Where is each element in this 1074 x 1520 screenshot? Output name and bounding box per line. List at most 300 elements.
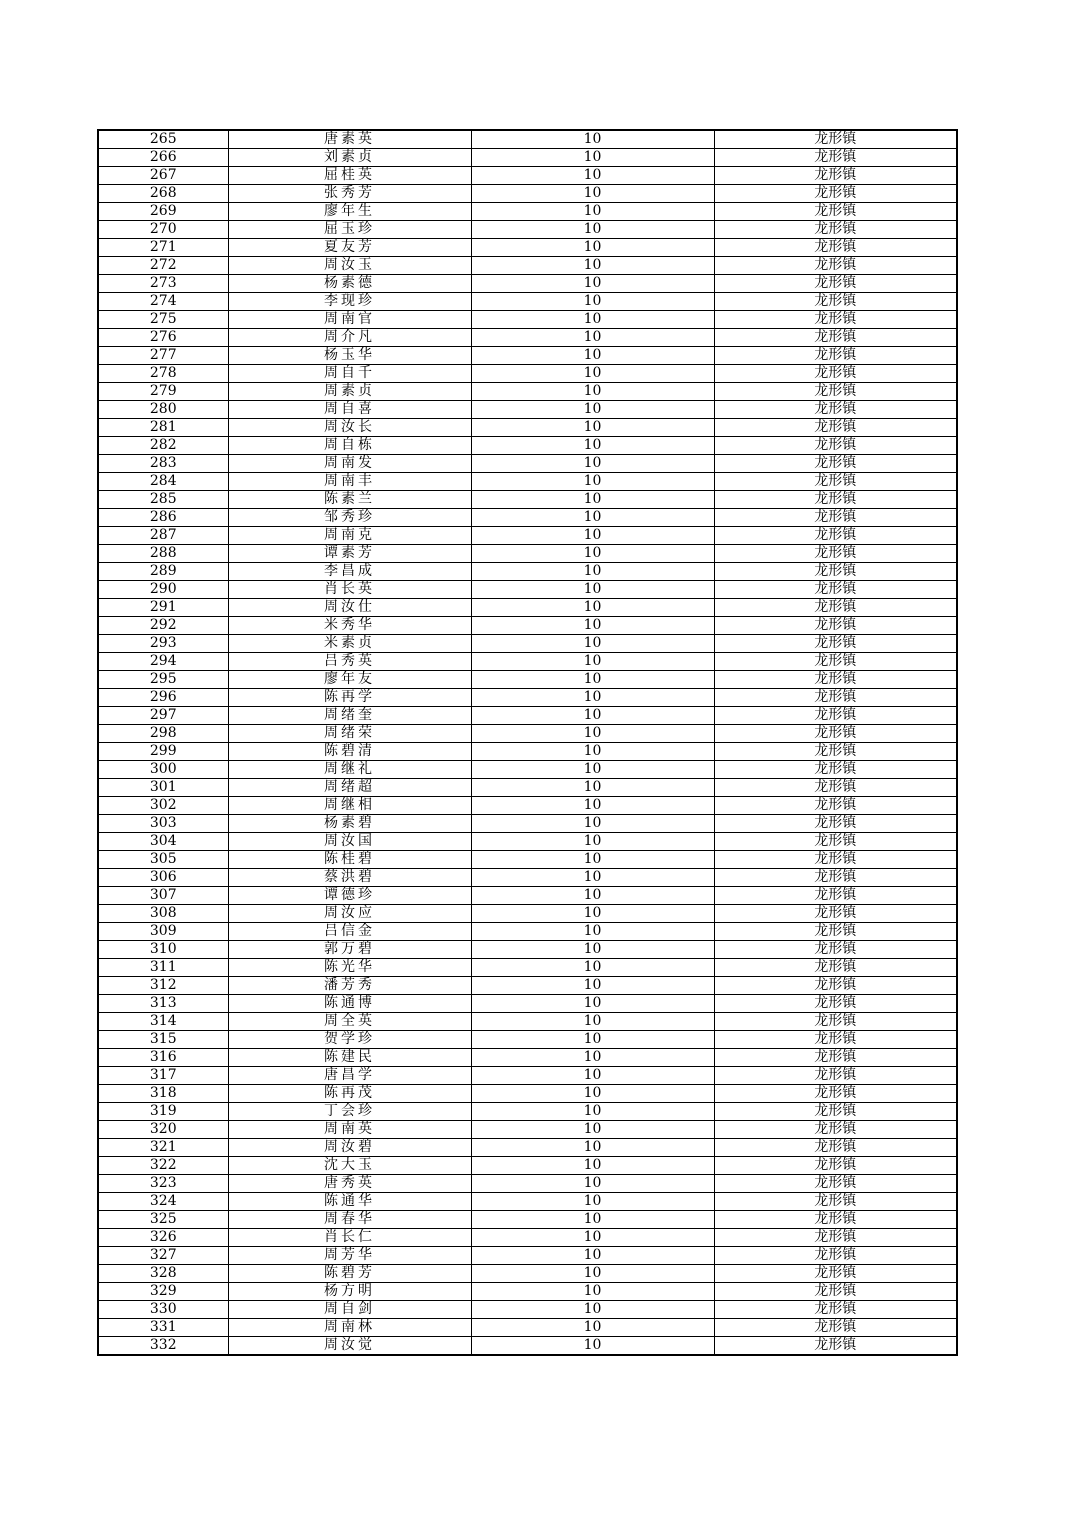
table-row bbox=[98, 1211, 957, 1229]
town-cell: 龙形镇 bbox=[714, 941, 957, 959]
town-cell: 龙形镇 bbox=[714, 401, 957, 419]
row-number-cell: 304 bbox=[98, 833, 228, 851]
table-row bbox=[98, 473, 957, 491]
row-number-cell: 306 bbox=[98, 869, 228, 887]
town-cell: 龙形镇 bbox=[714, 1139, 957, 1157]
table-row bbox=[98, 221, 957, 239]
table-row bbox=[98, 977, 957, 995]
table-row bbox=[98, 887, 957, 905]
name-cell: 吕秀英 bbox=[228, 653, 471, 671]
town-cell: 龙形镇 bbox=[714, 1013, 957, 1031]
town-cell: 龙形镇 bbox=[714, 1337, 957, 1356]
name-cell: 廖年生 bbox=[228, 203, 471, 221]
row-number-cell: 332 bbox=[98, 1337, 228, 1356]
name-cell: 陈通华 bbox=[228, 1193, 471, 1211]
name-cell: 周汝长 bbox=[228, 419, 471, 437]
table-row bbox=[98, 149, 957, 167]
town-cell: 龙形镇 bbox=[714, 257, 957, 275]
town-cell: 龙形镇 bbox=[714, 1211, 957, 1229]
row-number-cell: 274 bbox=[98, 293, 228, 311]
name-cell: 谭德珍 bbox=[228, 887, 471, 905]
table-row bbox=[98, 365, 957, 383]
amount-cell: 10 bbox=[471, 365, 714, 383]
table-row bbox=[98, 959, 957, 977]
row-number-cell: 278 bbox=[98, 365, 228, 383]
row-number-cell: 318 bbox=[98, 1085, 228, 1103]
row-number-cell: 297 bbox=[98, 707, 228, 725]
amount-cell: 10 bbox=[471, 437, 714, 455]
town-cell: 龙形镇 bbox=[714, 563, 957, 581]
table-row bbox=[98, 419, 957, 437]
name-cell: 张秀芳 bbox=[228, 185, 471, 203]
row-number-cell: 269 bbox=[98, 203, 228, 221]
table-row bbox=[98, 527, 957, 545]
town-cell: 龙形镇 bbox=[714, 581, 957, 599]
table-row bbox=[98, 347, 957, 365]
table-row bbox=[98, 1067, 957, 1085]
name-cell: 郭万碧 bbox=[228, 941, 471, 959]
row-number-cell: 325 bbox=[98, 1211, 228, 1229]
table-row bbox=[98, 1265, 957, 1283]
row-number-cell: 311 bbox=[98, 959, 228, 977]
row-number-cell: 283 bbox=[98, 455, 228, 473]
town-cell: 龙形镇 bbox=[714, 203, 957, 221]
name-cell: 杨玉华 bbox=[228, 347, 471, 365]
table-row bbox=[98, 599, 957, 617]
amount-cell: 10 bbox=[471, 473, 714, 491]
name-cell: 李昌成 bbox=[228, 563, 471, 581]
row-number-cell: 302 bbox=[98, 797, 228, 815]
name-cell: 周绪奎 bbox=[228, 707, 471, 725]
row-number-cell: 315 bbox=[98, 1031, 228, 1049]
amount-cell: 10 bbox=[471, 977, 714, 995]
table-row bbox=[98, 1229, 957, 1247]
amount-cell: 10 bbox=[471, 1283, 714, 1301]
town-cell: 龙形镇 bbox=[714, 293, 957, 311]
row-number-cell: 288 bbox=[98, 545, 228, 563]
table-row bbox=[98, 995, 957, 1013]
table-row bbox=[98, 743, 957, 761]
name-cell: 杨素德 bbox=[228, 275, 471, 293]
row-number-cell: 267 bbox=[98, 167, 228, 185]
name-cell: 周南官 bbox=[228, 311, 471, 329]
name-cell: 周汝觉 bbox=[228, 1337, 471, 1356]
row-number-cell: 331 bbox=[98, 1319, 228, 1337]
table-row bbox=[98, 455, 957, 473]
amount-cell: 10 bbox=[471, 419, 714, 437]
table-row bbox=[98, 545, 957, 563]
amount-cell: 10 bbox=[471, 347, 714, 365]
name-cell: 周绪超 bbox=[228, 779, 471, 797]
amount-cell: 10 bbox=[471, 1067, 714, 1085]
row-number-cell: 279 bbox=[98, 383, 228, 401]
town-cell: 龙形镇 bbox=[714, 221, 957, 239]
name-cell: 陈碧芳 bbox=[228, 1265, 471, 1283]
name-cell: 陈桂碧 bbox=[228, 851, 471, 869]
name-cell: 周汝国 bbox=[228, 833, 471, 851]
amount-cell: 10 bbox=[471, 257, 714, 275]
name-cell: 周南林 bbox=[228, 1319, 471, 1337]
table-row bbox=[98, 311, 957, 329]
table-row bbox=[98, 941, 957, 959]
amount-cell: 10 bbox=[471, 1121, 714, 1139]
amount-cell: 10 bbox=[471, 1139, 714, 1157]
row-number-cell: 292 bbox=[98, 617, 228, 635]
table-row bbox=[98, 203, 957, 221]
town-cell: 龙形镇 bbox=[714, 887, 957, 905]
amount-cell: 10 bbox=[471, 401, 714, 419]
name-cell: 周汝仕 bbox=[228, 599, 471, 617]
table-row bbox=[98, 635, 957, 653]
name-cell: 周南英 bbox=[228, 1121, 471, 1139]
amount-cell: 10 bbox=[471, 1049, 714, 1067]
row-number-cell: 286 bbox=[98, 509, 228, 527]
row-number-cell: 313 bbox=[98, 995, 228, 1013]
name-cell: 潘芳秀 bbox=[228, 977, 471, 995]
name-cell: 周汝应 bbox=[228, 905, 471, 923]
amount-cell: 10 bbox=[471, 743, 714, 761]
row-number-cell: 307 bbox=[98, 887, 228, 905]
row-number-cell: 287 bbox=[98, 527, 228, 545]
row-number-cell: 300 bbox=[98, 761, 228, 779]
name-cell: 杨素碧 bbox=[228, 815, 471, 833]
table-row bbox=[98, 1031, 957, 1049]
town-cell: 龙形镇 bbox=[714, 617, 957, 635]
name-cell: 周继相 bbox=[228, 797, 471, 815]
town-cell: 龙形镇 bbox=[714, 833, 957, 851]
name-cell: 唐昌学 bbox=[228, 1067, 471, 1085]
amount-cell: 10 bbox=[471, 1337, 714, 1356]
row-number-cell: 272 bbox=[98, 257, 228, 275]
town-cell: 龙形镇 bbox=[714, 473, 957, 491]
table-row bbox=[98, 130, 957, 149]
town-cell: 龙形镇 bbox=[714, 1157, 957, 1175]
amount-cell: 10 bbox=[471, 1319, 714, 1337]
town-cell: 龙形镇 bbox=[714, 275, 957, 293]
row-number-cell: 322 bbox=[98, 1157, 228, 1175]
name-cell: 谭素芳 bbox=[228, 545, 471, 563]
town-cell: 龙形镇 bbox=[714, 239, 957, 257]
amount-cell: 10 bbox=[471, 833, 714, 851]
town-cell: 龙形镇 bbox=[714, 1283, 957, 1301]
amount-cell: 10 bbox=[471, 185, 714, 203]
amount-cell: 10 bbox=[471, 239, 714, 257]
table-row bbox=[98, 401, 957, 419]
amount-cell: 10 bbox=[471, 509, 714, 527]
amount-cell: 10 bbox=[471, 1157, 714, 1175]
row-number-cell: 280 bbox=[98, 401, 228, 419]
name-cell: 杨方明 bbox=[228, 1283, 471, 1301]
row-number-cell: 328 bbox=[98, 1265, 228, 1283]
amount-cell: 10 bbox=[471, 293, 714, 311]
name-cell: 陈再学 bbox=[228, 689, 471, 707]
roster-sheet bbox=[97, 129, 956, 1356]
table-row bbox=[98, 1103, 957, 1121]
row-number-cell: 303 bbox=[98, 815, 228, 833]
amount-cell: 10 bbox=[471, 455, 714, 473]
name-cell: 周自千 bbox=[228, 365, 471, 383]
town-cell: 龙形镇 bbox=[714, 779, 957, 797]
amount-cell: 10 bbox=[471, 1175, 714, 1193]
town-cell: 龙形镇 bbox=[714, 149, 957, 167]
town-cell: 龙形镇 bbox=[714, 185, 957, 203]
amount-cell: 10 bbox=[471, 653, 714, 671]
town-cell: 龙形镇 bbox=[714, 1229, 957, 1247]
table-row bbox=[98, 617, 957, 635]
name-cell: 周春华 bbox=[228, 1211, 471, 1229]
table-row bbox=[98, 167, 957, 185]
roster-table bbox=[97, 129, 958, 1356]
name-cell: 周南丰 bbox=[228, 473, 471, 491]
name-cell: 屈玉珍 bbox=[228, 221, 471, 239]
amount-cell: 10 bbox=[471, 1265, 714, 1283]
row-number-cell: 273 bbox=[98, 275, 228, 293]
row-number-cell: 317 bbox=[98, 1067, 228, 1085]
town-cell: 龙形镇 bbox=[714, 671, 957, 689]
amount-cell: 10 bbox=[471, 869, 714, 887]
name-cell: 蔡洪碧 bbox=[228, 869, 471, 887]
town-cell: 龙形镇 bbox=[714, 635, 957, 653]
row-number-cell: 291 bbox=[98, 599, 228, 617]
amount-cell: 10 bbox=[471, 527, 714, 545]
row-number-cell: 327 bbox=[98, 1247, 228, 1265]
table-row bbox=[98, 1301, 957, 1319]
name-cell: 吕信金 bbox=[228, 923, 471, 941]
amount-cell: 10 bbox=[471, 617, 714, 635]
town-cell: 龙形镇 bbox=[714, 1319, 957, 1337]
amount-cell: 10 bbox=[471, 635, 714, 653]
town-cell: 龙形镇 bbox=[714, 977, 957, 995]
amount-cell: 10 bbox=[471, 545, 714, 563]
town-cell: 龙形镇 bbox=[714, 419, 957, 437]
row-number-cell: 271 bbox=[98, 239, 228, 257]
table-row bbox=[98, 293, 957, 311]
name-cell: 周汝碧 bbox=[228, 1139, 471, 1157]
town-cell: 龙形镇 bbox=[714, 1085, 957, 1103]
town-cell: 龙形镇 bbox=[714, 905, 957, 923]
town-cell: 龙形镇 bbox=[714, 707, 957, 725]
town-cell: 龙形镇 bbox=[714, 743, 957, 761]
name-cell: 丁会珍 bbox=[228, 1103, 471, 1121]
roster-table-body bbox=[98, 130, 957, 1355]
name-cell: 屈桂英 bbox=[228, 167, 471, 185]
town-cell: 龙形镇 bbox=[714, 167, 957, 185]
table-row bbox=[98, 1175, 957, 1193]
town-cell: 龙形镇 bbox=[714, 437, 957, 455]
name-cell: 周汝玉 bbox=[228, 257, 471, 275]
town-cell: 龙形镇 bbox=[714, 599, 957, 617]
amount-cell: 10 bbox=[471, 923, 714, 941]
name-cell: 周自喜 bbox=[228, 401, 471, 419]
town-cell: 龙形镇 bbox=[714, 923, 957, 941]
table-row bbox=[98, 779, 957, 797]
town-cell: 龙形镇 bbox=[714, 1301, 957, 1319]
name-cell: 唐秀英 bbox=[228, 1175, 471, 1193]
amount-cell: 10 bbox=[471, 779, 714, 797]
town-cell: 龙形镇 bbox=[714, 995, 957, 1013]
amount-cell: 10 bbox=[471, 941, 714, 959]
name-cell: 周芳华 bbox=[228, 1247, 471, 1265]
name-cell: 陈碧清 bbox=[228, 743, 471, 761]
amount-cell: 10 bbox=[471, 130, 714, 149]
town-cell: 龙形镇 bbox=[714, 869, 957, 887]
table-row bbox=[98, 185, 957, 203]
town-cell: 龙形镇 bbox=[714, 1031, 957, 1049]
name-cell: 肖长仁 bbox=[228, 1229, 471, 1247]
table-row bbox=[98, 761, 957, 779]
name-cell: 陈再茂 bbox=[228, 1085, 471, 1103]
row-number-cell: 294 bbox=[98, 653, 228, 671]
town-cell: 龙形镇 bbox=[714, 365, 957, 383]
town-cell: 龙形镇 bbox=[714, 527, 957, 545]
amount-cell: 10 bbox=[471, 815, 714, 833]
name-cell: 周南发 bbox=[228, 455, 471, 473]
town-cell: 龙形镇 bbox=[714, 689, 957, 707]
amount-cell: 10 bbox=[471, 887, 714, 905]
row-number-cell: 310 bbox=[98, 941, 228, 959]
town-cell: 龙形镇 bbox=[714, 491, 957, 509]
amount-cell: 10 bbox=[471, 1193, 714, 1211]
table-row bbox=[98, 437, 957, 455]
amount-cell: 10 bbox=[471, 1013, 714, 1031]
table-row bbox=[98, 275, 957, 293]
table-row bbox=[98, 869, 957, 887]
name-cell: 陈通博 bbox=[228, 995, 471, 1013]
table-row bbox=[98, 1049, 957, 1067]
table-row bbox=[98, 563, 957, 581]
name-cell: 周绪荣 bbox=[228, 725, 471, 743]
name-cell: 周自剑 bbox=[228, 1301, 471, 1319]
table-row bbox=[98, 815, 957, 833]
amount-cell: 10 bbox=[471, 959, 714, 977]
table-row bbox=[98, 1157, 957, 1175]
name-cell: 周素贞 bbox=[228, 383, 471, 401]
table-row bbox=[98, 257, 957, 275]
town-cell: 龙形镇 bbox=[714, 545, 957, 563]
row-number-cell: 316 bbox=[98, 1049, 228, 1067]
amount-cell: 10 bbox=[471, 1247, 714, 1265]
row-number-cell: 289 bbox=[98, 563, 228, 581]
town-cell: 龙形镇 bbox=[714, 1265, 957, 1283]
row-number-cell: 265 bbox=[98, 130, 228, 149]
row-number-cell: 282 bbox=[98, 437, 228, 455]
amount-cell: 10 bbox=[471, 491, 714, 509]
name-cell: 陈建民 bbox=[228, 1049, 471, 1067]
amount-cell: 10 bbox=[471, 275, 714, 293]
row-number-cell: 330 bbox=[98, 1301, 228, 1319]
name-cell: 刘素贞 bbox=[228, 149, 471, 167]
town-cell: 龙形镇 bbox=[714, 130, 957, 149]
town-cell: 龙形镇 bbox=[714, 347, 957, 365]
row-number-cell: 270 bbox=[98, 221, 228, 239]
name-cell: 廖年友 bbox=[228, 671, 471, 689]
town-cell: 龙形镇 bbox=[714, 1049, 957, 1067]
table-row bbox=[98, 707, 957, 725]
amount-cell: 10 bbox=[471, 1103, 714, 1121]
amount-cell: 10 bbox=[471, 689, 714, 707]
name-cell: 周继礼 bbox=[228, 761, 471, 779]
town-cell: 龙形镇 bbox=[714, 509, 957, 527]
table-row bbox=[98, 491, 957, 509]
table-row bbox=[98, 1121, 957, 1139]
name-cell: 夏友芳 bbox=[228, 239, 471, 257]
row-number-cell: 323 bbox=[98, 1175, 228, 1193]
table-row bbox=[98, 923, 957, 941]
row-number-cell: 298 bbox=[98, 725, 228, 743]
row-number-cell: 305 bbox=[98, 851, 228, 869]
table-row bbox=[98, 239, 957, 257]
amount-cell: 10 bbox=[471, 581, 714, 599]
row-number-cell: 321 bbox=[98, 1139, 228, 1157]
town-cell: 龙形镇 bbox=[714, 1067, 957, 1085]
amount-cell: 10 bbox=[471, 1211, 714, 1229]
town-cell: 龙形镇 bbox=[714, 761, 957, 779]
amount-cell: 10 bbox=[471, 725, 714, 743]
amount-cell: 10 bbox=[471, 221, 714, 239]
town-cell: 龙形镇 bbox=[714, 653, 957, 671]
amount-cell: 10 bbox=[471, 203, 714, 221]
town-cell: 龙形镇 bbox=[714, 455, 957, 473]
row-number-cell: 324 bbox=[98, 1193, 228, 1211]
town-cell: 龙形镇 bbox=[714, 725, 957, 743]
table-row bbox=[98, 671, 957, 689]
name-cell: 米秀华 bbox=[228, 617, 471, 635]
table-row bbox=[98, 797, 957, 815]
name-cell: 肖长英 bbox=[228, 581, 471, 599]
amount-cell: 10 bbox=[471, 563, 714, 581]
town-cell: 龙形镇 bbox=[714, 797, 957, 815]
name-cell: 李现珍 bbox=[228, 293, 471, 311]
row-number-cell: 329 bbox=[98, 1283, 228, 1301]
amount-cell: 10 bbox=[471, 851, 714, 869]
table-row bbox=[98, 1193, 957, 1211]
name-cell: 周南克 bbox=[228, 527, 471, 545]
row-number-cell: 277 bbox=[98, 347, 228, 365]
table-row bbox=[98, 1139, 957, 1157]
row-number-cell: 284 bbox=[98, 473, 228, 491]
table-row bbox=[98, 653, 957, 671]
amount-cell: 10 bbox=[471, 329, 714, 347]
table-row bbox=[98, 725, 957, 743]
amount-cell: 10 bbox=[471, 149, 714, 167]
row-number-cell: 320 bbox=[98, 1121, 228, 1139]
town-cell: 龙形镇 bbox=[714, 815, 957, 833]
amount-cell: 10 bbox=[471, 1301, 714, 1319]
town-cell: 龙形镇 bbox=[714, 959, 957, 977]
town-cell: 龙形镇 bbox=[714, 1193, 957, 1211]
row-number-cell: 319 bbox=[98, 1103, 228, 1121]
table-row bbox=[98, 689, 957, 707]
row-number-cell: 268 bbox=[98, 185, 228, 203]
table-row bbox=[98, 851, 957, 869]
row-number-cell: 314 bbox=[98, 1013, 228, 1031]
table-row bbox=[98, 509, 957, 527]
row-number-cell: 281 bbox=[98, 419, 228, 437]
name-cell: 米素贞 bbox=[228, 635, 471, 653]
amount-cell: 10 bbox=[471, 167, 714, 185]
table-row bbox=[98, 1319, 957, 1337]
town-cell: 龙形镇 bbox=[714, 1121, 957, 1139]
row-number-cell: 308 bbox=[98, 905, 228, 923]
town-cell: 龙形镇 bbox=[714, 851, 957, 869]
name-cell: 唐素英 bbox=[228, 130, 471, 149]
table-row bbox=[98, 1337, 957, 1356]
row-number-cell: 290 bbox=[98, 581, 228, 599]
amount-cell: 10 bbox=[471, 761, 714, 779]
town-cell: 龙形镇 bbox=[714, 1247, 957, 1265]
table-row bbox=[98, 1283, 957, 1301]
table-row bbox=[98, 1247, 957, 1265]
